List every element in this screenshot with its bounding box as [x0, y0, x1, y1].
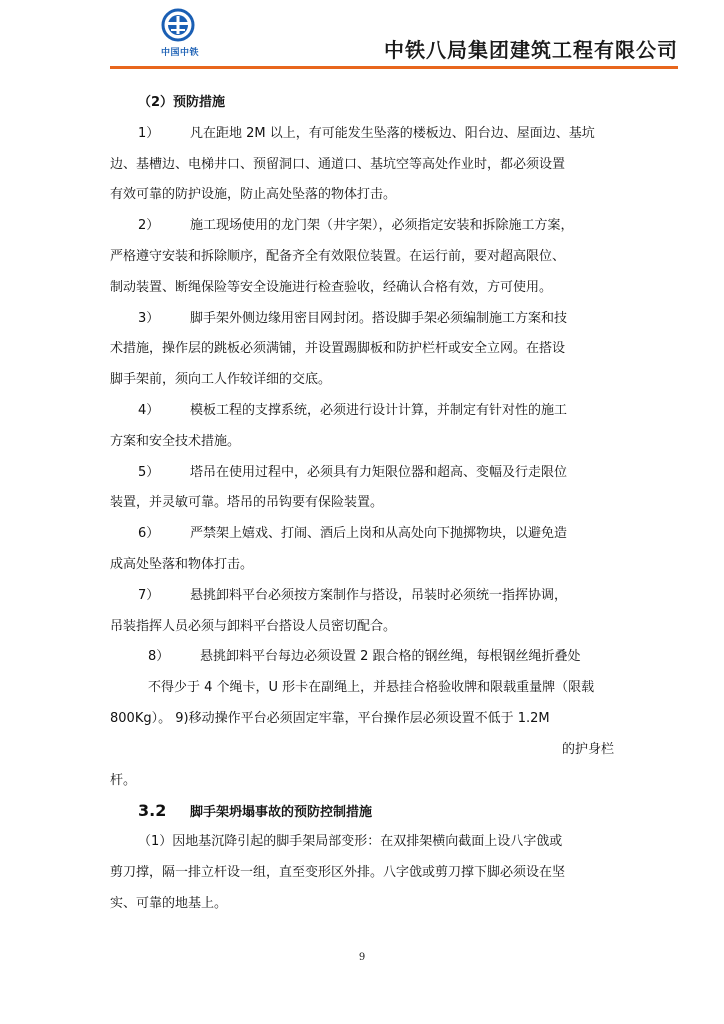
item-text: 凡在距地 2M 以上，有可能发生坠落的楼板边、阳台边、屋面边、基坑 — [190, 125, 595, 141]
item-text-line: 吊装指挥人员必须与卸料平台搭设人员密切配合。 — [110, 618, 397, 634]
item-text-line: 成高处坠落和物体打击。 — [110, 556, 254, 572]
item-text: 塔吊在使用过程中，必须具有力矩限位器和超高、变幅及行走限位 — [190, 464, 568, 480]
item-text-line: 术措施，操作层的跳板必须满铺，并设置踢脚板和防护栏杆或安全立网。在搭设 — [110, 341, 566, 357]
item-number: 5） — [138, 464, 160, 480]
item-text-line: 边、基槽边、电梯井口、预留洞口、通道口、基坑空等高处作业时，都必须设置 — [110, 156, 566, 172]
item-number: 3） — [138, 310, 160, 326]
item-text-line: 的护身栏 — [561, 741, 614, 757]
item-text: 施工现场使用的龙门架（井字架），必须指定安装和拆除施工方案， — [190, 218, 574, 234]
company-name: 中铁八局集团建筑工程有限公司 — [384, 38, 678, 62]
header-divider — [110, 66, 678, 69]
item-number: 8） — [148, 649, 170, 665]
item-text-line: 脚手架前，须向工人作较详细的交底。 — [110, 372, 332, 388]
paragraph-line: （1）因地基沉降引起的脚手架局部变形：在双排架横向截面上设八字戗或 — [138, 834, 563, 850]
list-item — [110, 642, 630, 673]
item-number: 4） — [138, 402, 160, 418]
item-number: 1） — [138, 125, 160, 141]
subheading: （2）预防措施 — [138, 95, 226, 110]
item-text: 悬挑卸料平台必须按方案制作与搭设，吊装时必须统一指挥协调， — [190, 587, 568, 603]
paragraph-line: 剪刀撑，隔一排立杆设一组，直至变形区外排。八字戗或剪刀撑下脚必须设在坚 — [110, 864, 566, 880]
list-item — [110, 119, 630, 150]
item-number: 2） — [138, 218, 160, 234]
item-text-line: 严格遵守安装和拆除顺序，配备齐全有效限位装置。在运行前，要对超高限位、 — [110, 248, 566, 264]
logo-text: 中国中铁 — [160, 48, 199, 58]
document-body — [110, 88, 630, 920]
section-heading — [110, 796, 630, 827]
section-number: 3.2 — [138, 801, 167, 821]
page-number: 9 — [358, 952, 366, 963]
list-item — [110, 458, 630, 489]
list-item — [110, 304, 630, 335]
item-text: 模板工程的支撑系统，必须进行设计计算，并制定有针对性的施工 — [190, 402, 568, 418]
paragraph-line: 实、可靠的地基上。 — [110, 895, 228, 911]
crcc-logo-icon — [156, 8, 200, 44]
list-item — [110, 211, 630, 242]
item-text: 悬挑卸料平台每边必须设置 2 跟合格的钢丝绳，每根钢丝绳折叠处 — [200, 649, 581, 665]
list-item — [110, 581, 630, 612]
item-text-line: 装置，并灵敏可靠。塔吊的吊钩要有保险装置。 — [110, 495, 384, 511]
item-text: 脚手架外侧边缘用密目网封闭。搭设脚手架必须编制施工方案和技 — [190, 310, 568, 326]
item-text-line: 不得少于 4 个绳卡，U 形卡在副绳上，并悬挂合格验收牌和限载重量牌（限载 — [148, 680, 595, 696]
item-number: 7） — [138, 587, 160, 603]
section-title: 脚手架坍塌事故的预防控制措施 — [190, 805, 373, 821]
item-text-line: 制动装置、断绳保险等安全设施进行检查验收，经确认合格有效，方可使用。 — [110, 279, 553, 295]
company-logo — [152, 8, 206, 58]
item-number: 6） — [138, 526, 160, 542]
item-text-line: 方案和安全技术措施。 — [110, 433, 241, 449]
list-item — [110, 396, 630, 427]
item-text-line: 有效可靠的防护设施，防止高处坠落的物体打击。 — [110, 187, 397, 203]
item-text-line: 杆。 — [110, 772, 137, 788]
item-text: 严禁架上嬉戏、打闹、酒后上岗和从高处向下抛掷物块，以避免造 — [190, 526, 568, 542]
item-text-line: 800Kg）。 9)移动操作平台必须固定牢靠，平台操作层必须设置不低于 1.2M — [110, 710, 550, 726]
list-item — [110, 519, 630, 550]
page-header — [0, 0, 724, 72]
